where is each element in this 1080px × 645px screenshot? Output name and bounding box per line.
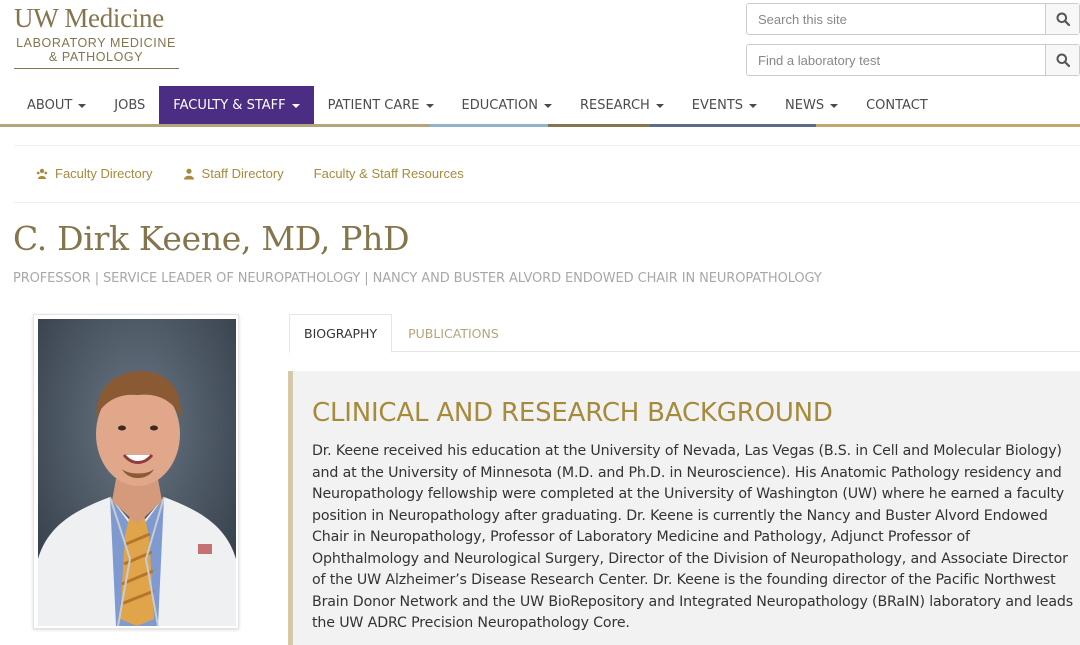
logo-wordmark: UW Medicine <box>14 3 164 33</box>
chevron-down-icon <box>830 104 838 108</box>
subnav-faculty-directory[interactable] <box>36 166 153 181</box>
chevron-down-icon <box>426 104 434 108</box>
nav-about[interactable] <box>0 86 100 124</box>
logo-dept-line2: & PATHOLOGY <box>48 50 144 64</box>
subnav-faculty-directory-label: Faculty Directory <box>55 166 153 181</box>
profile-photo <box>33 314 239 629</box>
page-title: C. Dirk Keene, MD, PhD <box>13 219 410 258</box>
nav-faculty-staff-label: FACULTY & STAFF <box>173 97 286 113</box>
divider <box>14 202 1080 203</box>
nav-color-bar <box>0 124 1080 127</box>
nav-events-label: EVENTS <box>691 97 744 113</box>
profile-subtitle: PROFESSOR | SERVICE LEADER OF NEUROPATHOLOGY | NANCY AND BUSTER ALVORD ENDOWED CHAIR IN NEUROPATHOLOGY <box>13 271 822 286</box>
section-body: Dr. Keene received his education at the University of Nevada, Las Vegas (B.S. in Cell and Molecular Biology) and at the University of Minnesota (M.D. and Ph.D. in Neuroscience). His Anatomic Pathology residency and Neuropathology fellowship were completed at the University of Washington (UW) where he earned a faculty position in Neuropathology after graduating. Dr. Keene is currently the Nancy and Buster Alvord Endowed Chair in Neuropathology, Professor of Laboratory Medicine and Pathology, Adjunct Professor of Ophthalmology and Neurological Surgery, Director of the Division of Neuropathology, and Associate Director of the UW Alzheimer’s Disease Research Center. Dr. Keene is the founding director of the Pacific Northwest Brain Donor Network and the UW BioRepository and Integrated Neuropathology (BRaIN) laboratory and leads the UW ADRC Precision Neuropathology Core. <box>312 443 1073 631</box>
nav-jobs[interactable] <box>100 86 159 124</box>
chevron-down-icon <box>78 104 86 108</box>
nav-patient-care-label: PATIENT CARE <box>327 97 420 113</box>
tab-biography[interactable]: BIOGRAPHY <box>289 314 392 353</box>
nav-research-label: RESEARCH <box>579 97 650 113</box>
search-icon <box>1056 12 1070 26</box>
user-icon <box>183 168 195 180</box>
faculty-subnav <box>36 166 494 181</box>
biography-panel <box>288 371 1080 645</box>
tab-publications[interactable]: PUBLICATIONS <box>408 326 499 341</box>
section-heading: CLINICAL AND RESEARCH BACKGROUND <box>312 398 833 428</box>
nav-news-label: NEWS <box>785 97 825 113</box>
chevron-down-icon <box>656 104 664 108</box>
profile-tabs <box>289 314 1080 352</box>
portrait-image <box>38 319 236 626</box>
lab-test-search <box>746 44 1080 76</box>
logo-rule <box>14 68 179 69</box>
divider <box>14 145 1080 146</box>
subnav-resources-label: Faculty & Staff Resources <box>313 166 464 181</box>
nav-patient-care[interactable] <box>314 86 448 124</box>
users-icon <box>36 168 48 180</box>
site-logo[interactable] <box>14 4 180 64</box>
main-nav <box>0 86 1080 124</box>
lab-test-search-button[interactable] <box>1045 45 1079 75</box>
nav-about-label: ABOUT <box>27 97 73 113</box>
nav-news[interactable] <box>771 86 852 124</box>
chevron-down-icon <box>544 104 552 108</box>
nav-education[interactable] <box>448 86 566 124</box>
nav-education-label: EDUCATION <box>461 97 538 113</box>
nav-research[interactable] <box>566 86 678 124</box>
site-search <box>746 3 1080 35</box>
site-search-button[interactable] <box>1045 4 1079 34</box>
lab-test-search-input[interactable] <box>747 45 1045 75</box>
search-icon <box>1056 53 1070 67</box>
nav-contact[interactable] <box>852 86 942 124</box>
nav-events[interactable] <box>678 86 771 124</box>
subnav-staff-directory[interactable] <box>183 166 284 181</box>
chevron-down-icon <box>749 104 757 108</box>
chevron-down-icon <box>292 104 300 108</box>
logo-dept-line1: LABORATORY MEDICINE <box>16 36 176 50</box>
subnav-faculty-staff-resources[interactable] <box>314 166 464 181</box>
site-search-input[interactable] <box>747 4 1045 34</box>
nav-faculty-staff[interactable] <box>159 86 313 124</box>
nav-contact-label: CONTACT <box>866 97 928 113</box>
nav-jobs-label: JOBS <box>114 97 146 113</box>
subnav-staff-directory-label: Staff Directory <box>201 166 284 181</box>
